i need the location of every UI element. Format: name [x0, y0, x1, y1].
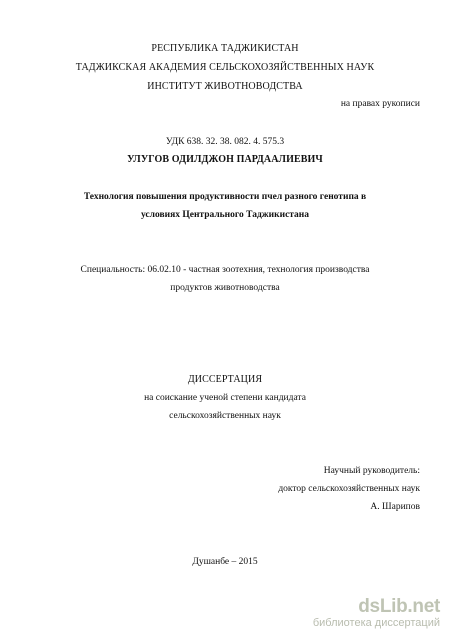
degree-line-1: на соискание ученой степени кандидата [144, 393, 306, 403]
academy-heading: ТАДЖИКСКАЯ АКАДЕМИЯ СЕЛЬСКОХОЗЯЙСТВЕННЫХ НАУК [75, 62, 375, 73]
author-name: УЛУГОВ ОДИЛДЖОН ПАРДААЛИЕВИЧ [127, 154, 323, 165]
watermark-logo: dsLib.net [358, 596, 440, 617]
udk-code: УДК 638. 32. 38. 082. 4. 575.3 [165, 137, 285, 147]
republic-heading: РЕСПУБЛИКА ТАДЖИКИСТАН [151, 43, 299, 54]
manuscript-note: на правах рукописи [340, 99, 420, 109]
supervisor-label: Научный руководитель: [323, 466, 420, 476]
supervisor-degree: доктор сельскохозяйственных наук [278, 484, 420, 494]
watermark-subtitle: библиотека диссертаций [312, 617, 440, 629]
supervisor-name: А. Шарипов [370, 502, 420, 512]
degree-line-2: сельскохозяйственных наук [169, 411, 281, 421]
institute-heading: ИНСТИТУТ ЖИВОТНОВОДСТВА [147, 81, 303, 92]
dissertation-title-line-2: условиях Центрального Таджикистана [140, 210, 310, 220]
specialty-line-1: Специальность: 06.02.10 - частная зоотехния, технология производства [80, 265, 370, 275]
dissertation-heading: ДИССЕРТАЦИЯ [187, 374, 263, 385]
place-year: Душанбе – 2015 [192, 557, 258, 567]
specialty-line-2: продуктов животноводства [170, 283, 280, 293]
dslib-watermark [270, 597, 440, 631]
dissertation-title-line-1: Технология повышения продуктивности пчел разного генотипа в [83, 192, 367, 202]
